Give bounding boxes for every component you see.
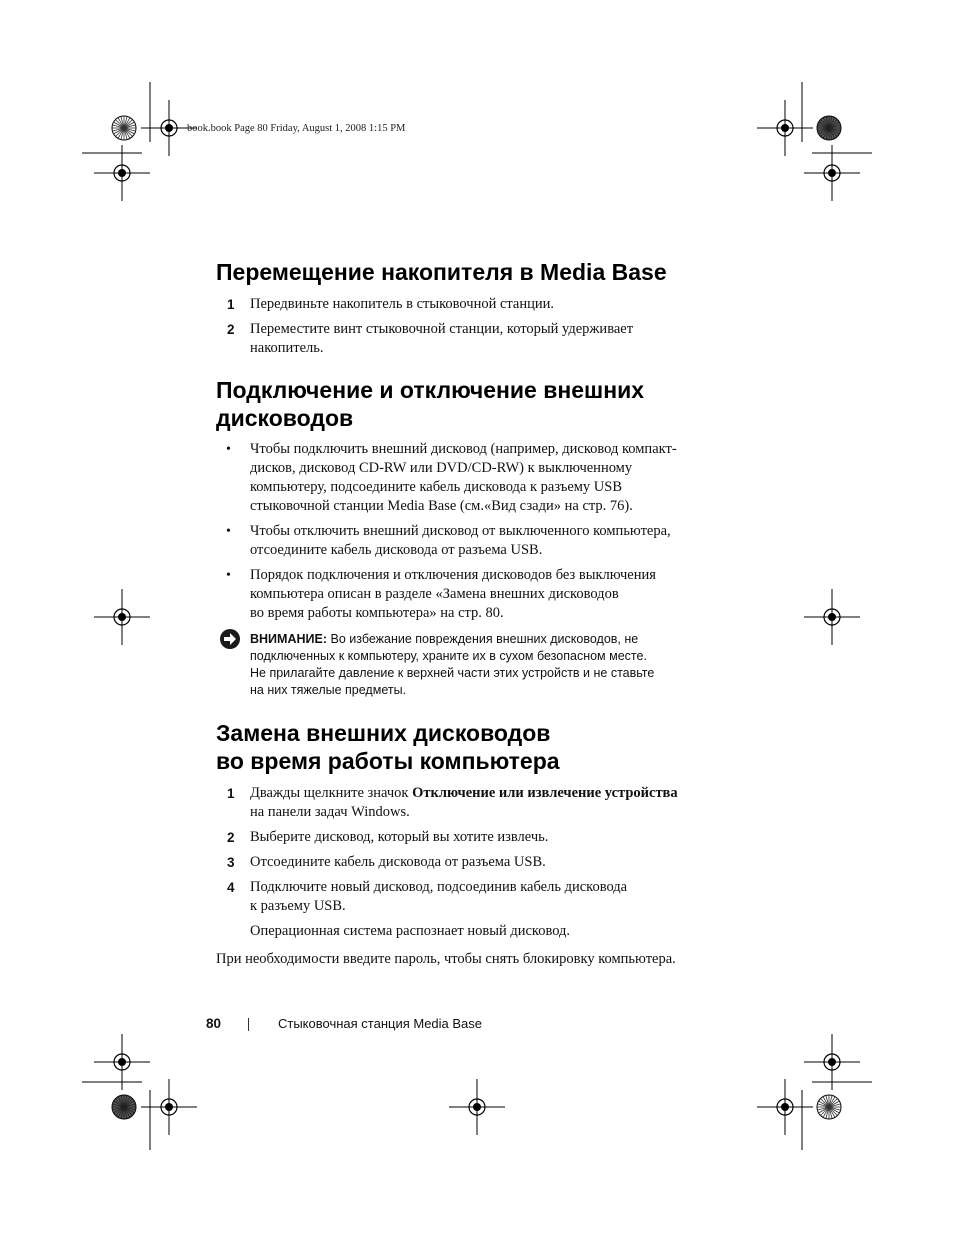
bullet-text: Чтобы отключить внешний дисковод от выключенного компьютера, отсоедините кабель дисковода от разъема USB. [250,523,671,558]
registration-crosshair [449,1079,505,1135]
step-text: Выберите дисковод, который вы хотите извлечь. [250,829,549,845]
step-text: Дважды щелкните значок Отключение или извлечение устройства на панели задач Windows. [250,785,678,820]
registration-crosshair [141,1079,197,1135]
step-text: Передвиньте накопитель в стыковочной станции. [250,296,555,312]
bullet-text: Чтобы подключить внешний дисковод (например, дисковод компакт- дисков, дисковод CD-RW или DVD/CD-RW) к выключенному компьютеру, подсоедините кабель дисковода к разъему USB стыковочной станции Media Base (см.«Вид сзади» на стр. 76). [250,441,677,514]
step-text: Отсоедините кабель дисковода от разъема USB. [250,854,546,870]
step-text: Переместите винт стыковочной станции, который удерживает накопитель. [250,321,634,356]
registration-starburst [112,116,136,140]
step-number: 3 [227,855,235,870]
bullet-mark: • [226,442,231,457]
footer-chapter-title: Стыковочная станция Media Base [278,1016,483,1031]
section-title-move-drive: Перемещение накопителя в Media Base [216,259,667,285]
bullet-mark: • [226,568,231,583]
step-number: 1 [227,297,235,312]
step-number: 1 [227,786,235,801]
section-title-hot-swap: Замена внешних дисководов во время работы компьютера [216,720,560,774]
registration-starburst [817,116,841,140]
step-number: 2 [227,322,235,337]
bullet-text: Порядок подключения и отключения дисководов без выключения компьютера описан в разделе «Замена внешних дисководов во время работы компьютера» на стр. 80. [250,567,656,621]
closing-paragraph: При необходимости введите пароль, чтобы снять блокировку компьютера. [216,951,676,967]
registration-crosshair [757,1079,813,1135]
bullet-mark: • [226,524,231,539]
registration-crosshair [94,589,150,645]
registration-starburst [112,1095,136,1119]
notice-text: ВНИМАНИЕ: Во избежание повреждения внешних дисководов, не подключенных к компьютеру, храните их в сухом безопасном месте. Не прилагайте давление к верхней части этих устройств и не ставьте на них тяжелые предметы. [250,632,655,697]
section-title-connect-drives: Подключение и отключение внешних дисководов [216,377,645,431]
registration-starburst [817,1095,841,1119]
footer-separator [248,1018,249,1031]
step-number: 4 [227,880,235,895]
header-file-info: book.book Page 80 Friday, August 1, 2008 1:15 PM [187,123,406,134]
device-removal-icon-name: Отключение или извлечение устройства [412,785,678,801]
notice-label: ВНИМАНИЕ: [250,632,327,646]
notice-arrow-icon [219,628,241,650]
page-number: 80 [206,1016,222,1031]
step-number: 2 [227,830,235,845]
registration-crosshair [804,589,860,645]
step-text: Подключите новый дисковод, подсоединив кабель дисковода к разъему USB. [250,879,628,914]
registration-crosshair [757,100,813,156]
